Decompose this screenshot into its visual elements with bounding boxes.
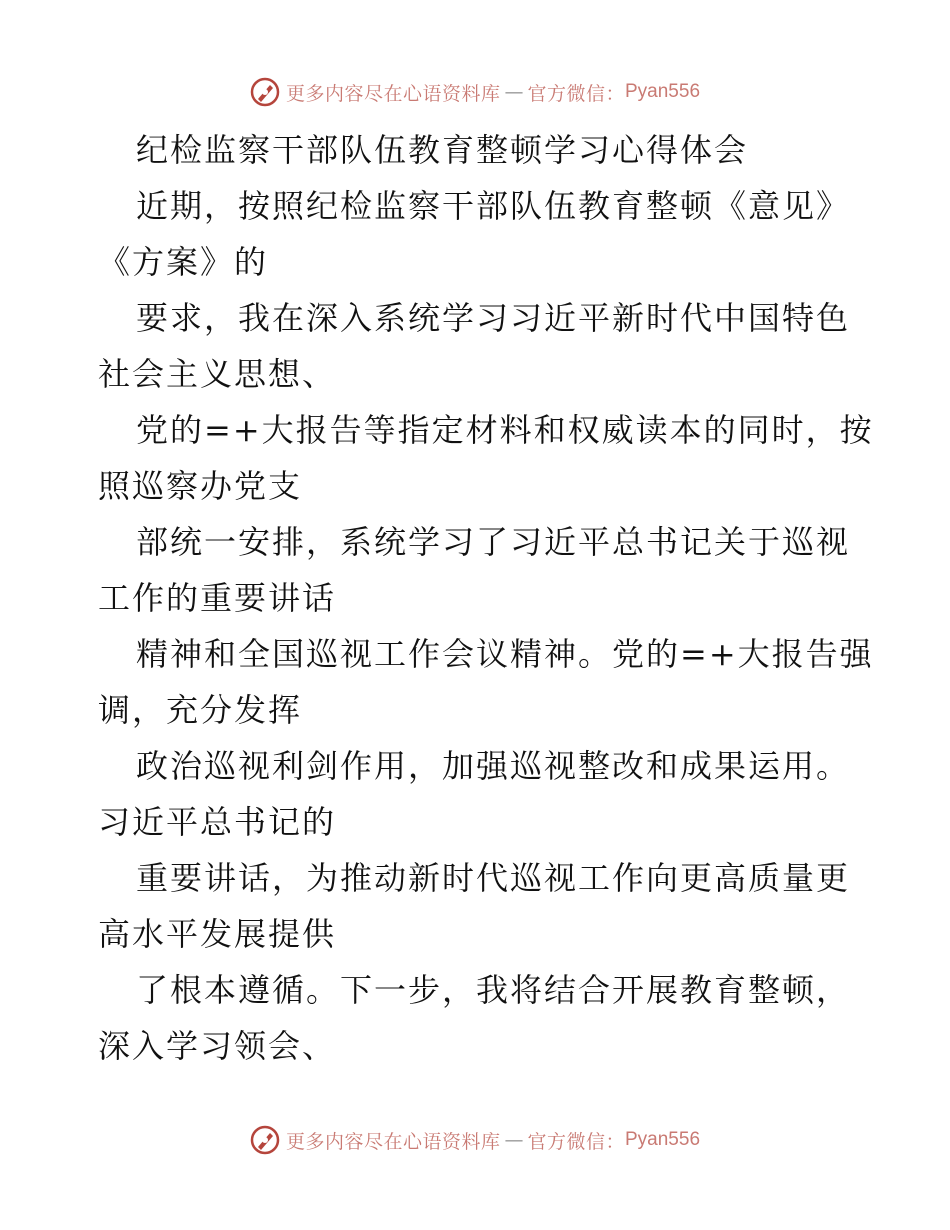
text-line: 政治巡视利剑作用，加强巡视整改和成果运用。 [136,747,851,785]
header-banner [0,72,950,112]
text-line: 习近平总书记的 [98,803,337,841]
text-line: 党的=+大报告等指定材料和权威读本的同时，按 [136,411,874,449]
text-line: 了根本遵循。下一步，我将结合开展教育整顿， [136,971,851,1009]
text-line: 要求，我在深入系统学习习近平新时代中国特色 [136,299,851,337]
text-line: 照巡察办党支 [98,467,303,505]
text-line: 深入学习领会、 [98,1027,337,1065]
banner-wechat-id: Pyan556 [625,1129,701,1150]
banner-wechat-label: 官方微信： [527,82,625,105]
text-line: 工作的重要讲话 [98,579,337,617]
text-line: 部统一安排，系统学习了习近平总书记关于巡视 [136,523,851,561]
text-line: 重要讲话，为推动新时代巡视工作向更高质量更 [136,859,851,897]
pen-seal-logo-icon [250,77,280,107]
banner-wechat-label: 官方微信： [527,1130,625,1153]
text-line: 高水平发展提供 [98,915,337,953]
document-title: 纪检监察干部队伍教育整顿学习心得体会 [136,131,749,169]
footer-banner [0,1120,950,1160]
banner-text: 更多内容尽在心语资料库 [285,1130,501,1153]
banner-separator: — [504,81,524,103]
banner-wechat-id: Pyan556 [625,81,701,102]
text-line: 近期，按照纪检监察干部队伍教育整顿《意见》 [136,187,851,225]
document-page [98,122,874,1074]
text-line: 精神和全国巡视工作会议精神。党的=+大报告强 [136,635,874,673]
banner-separator: — [504,1129,524,1151]
text-line: 社会主义思想、 [98,355,337,393]
pen-seal-logo-icon [250,1125,280,1155]
text-line: 《方案》的 [98,243,269,281]
banner-text: 更多内容尽在心语资料库 [285,82,501,105]
text-line: 调，充分发挥 [98,691,303,729]
